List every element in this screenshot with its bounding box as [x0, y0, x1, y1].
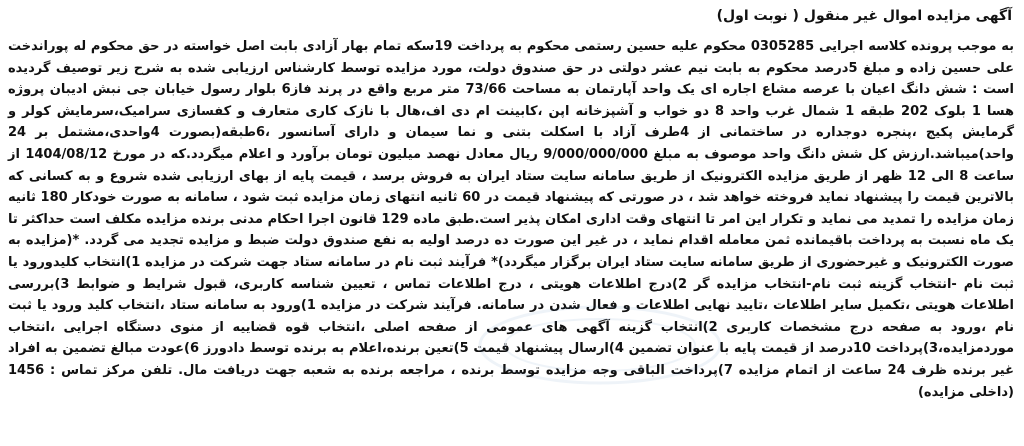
notice-title: آگهی مزایده اموال غیر منقول ( نوبت اول) [716, 8, 1012, 24]
notice-body: به موجب پرونده کلاسه اجرایی 0305285 محکوم علیه حسین رستمی محکوم به پرداخت 19سکه تمام بهار آزادی بابت اصل خواسته در حق محکوم له پوراندخت علی حسین زاده و مبلغ 5درصد محکوم به بابت نیم عشر دولتی در حق صندوق دولت، مورد مزایده توسط کارشناس ارزیابی شده به شرح زیر توصیف گردیده است : شش دانگ اعیان با عرصه مشاع اجاره ای یک واحد آپارتمان به مساحت 73/66 متر مربع واقع در پرند فاز6 بلوار رسول خیابان جی نبش ادیبان پروژه هسا 1 بلوک 202 طبقه 1 شمال غرب واحد 8 دو خواب و آشپزخانه اپن ،کابینت ام دی اف،هال با نازک کاری متعارف و کفسازی سرامیک،سرمایش کولر و گرمایش پکیج ،پنجره دوجداره در ساختمانی از 4طرف آزاد با اسکلت بتنی و نما سیمان و دارای آسانسور ،6طبقه(بصورت 4واحدی،مشتمل بر 24 واحد)میباشد.ارزش کل شش دانگ واحد موصوف به مبلغ 9/000/000/000 ریال معادل نهصد میلیون تومان برآورد و اعلام میگردد.که در مورخ 1404/08/12 از ساعت 8 الی 12 ظهر از طریق مزایده الکترونیک از طریق سامانه سایت ستاد ایران به فروش برسد ، قیمت پایه از بهای ارزیابی شده شروع و به کسانی که بالاترین قیمت را پیشنهاد نماید فروخته خواهد شد ، در صورتی که پیشنهاد قیمت در 60 ثانیه انتهای زمان مزایده ثبت شود ، سامانه به صورت خودکار 180 ثانیه زمان مزایده را تمدید می نماید و تکرار این امر تا انتهای وقت اداری امکان پذیر است.طبق ماده 129 قانون اجرا احکام مدنی برنده مزایده مکلف است حداکثر تا یک ماه نسبت به پرداخت باقیمانده ثمن معامله اقدام نماید ، در غیر این صورت ده درصد اولیه به نفع صندوق دولت ضبط و مزایده تجدید می گردد. *(مزایده به صورت الکترونیک و غیرحضوری از طریق سامانه سایت ستاد ایران برگزار میگردد)* فرآیند ثبت نام در سامانه ستاد جهت شرکت در مزایده 1)انتخاب کلیدورود یا ثبت نام -انتخاب گزینه ثبت نام-انتخاب مزایده گر 2)درج اطلاعات هویتی ، درج اطلاعات تماس ، تعیین شناسه کاربری، قبول شرایط و ضوابط 3)بررسی اطلاعات هویتی ،تکمیل سایر اطلاعات ،تایید نهایی اطلاعات و فعال شدن در سامانه. فرآیند شرکت در مزایده 1)ورود به سامانه ستاد ،انتخاب کلید ورود یا ثبت نام ،ورود به صفحه درج مشخصات کاربری 2)انتخاب گزینه آگهی های عمومی از صفحه اصلی ،انتخاب قوه قضاییه از منوی دستگاه اجرایی ،انتخاب موردمزایده،3)پرداخت 10درصد از قیمت پایه با عنوان تضمین 4)ارسال پیشنهاد قیمت 5)تعین برنده،اعلام به برنده توسط دادورز 6)عودت مبالغ تضمین به افراد غیر برنده ظرف 24 ساعت از اتمام مزایده 7)پرداخت الباقی وجه مزایده توسط برنده ، مراجعه برنده به شعبه جهت دریافت مال. تلفن مرکز تماس : 1456 (داخلی مزایده) [8, 39, 1015, 400]
